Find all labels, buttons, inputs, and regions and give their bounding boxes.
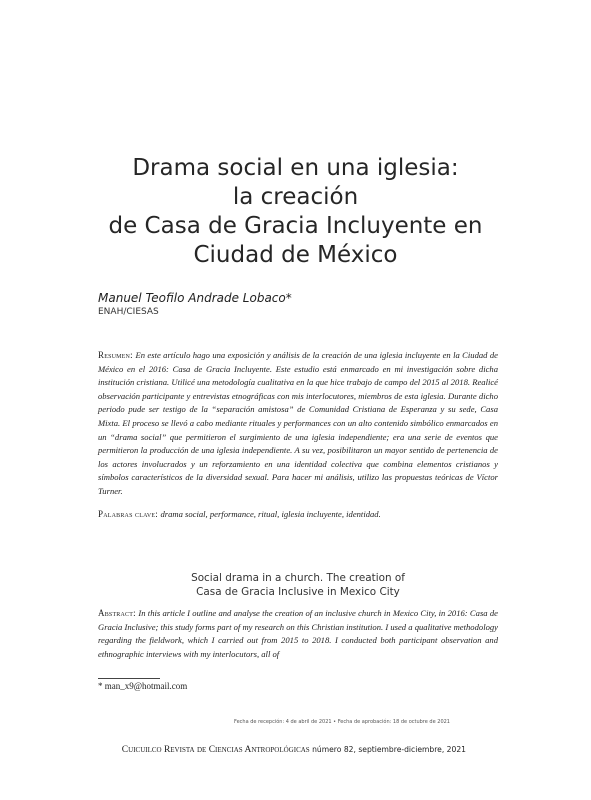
abstract-text: In this article I outline and analyse the creation of an inclusive church in Mexico City, in 2016: Casa de Gracia Inclusive; this study forms part of my research on this Christian institution. I used a qualitative methodology regarding the fieldwork, which I carried out from 2015 to 2018. I conducted both participant observation and ethnographic interviews with my interlocutors, all of: [98, 608, 498, 659]
title-line: Drama social en una iglesia:: [132, 155, 459, 181]
abstract-block: [98, 607, 498, 661]
footnote-email: * man_x9@hotmail.com: [98, 681, 188, 691]
author-name: Manuel Teofilo Andrade Lobaco*: [98, 291, 292, 305]
submission-dates: Fecha de recepción: 4 de abril de 2021 • Fecha de aprobación: 18 de octubre de 2021: [233, 719, 450, 725]
journal-issue: número 82, septiembre-diciembre, 2021: [309, 745, 466, 754]
title-line: de Casa de Gracia Incluyente en: [108, 213, 483, 239]
keywords-text: drama social, performance, ritual, iglesia incluyente, identidad.: [160, 508, 381, 519]
keywords-block: [98, 508, 498, 522]
resumen-block: [98, 349, 498, 521]
english-title-line: Casa de Gracia Inclusive in Mexico City: [196, 586, 400, 598]
keywords-label: Palabras clave:: [98, 508, 161, 519]
footnote-divider: [98, 678, 160, 679]
author-affiliation: ENAH/CIESAS: [98, 307, 159, 317]
title-line: Ciudad de México: [193, 242, 398, 268]
resumen-label: Resumen:: [98, 350, 136, 360]
resumen-text: En este artículo hago una exposición y análisis de la creación de una iglesia incluyente en la Ciudad de México en el 2016: Casa de Gracia Incluyente. Este estudio está enmarcado en mi investigación sobre dicha institución cristiana. Utilicé una metodología cualitativa en la que hice trabajo de campo del 2015 al 2018. Realicé observación participante y entrevistas etnográficas con mis interlocutores, miembros de esta iglesia. Durante dicho periodo pude ser testigo de la “separación amistosa” de Comunidad Cristiana de Esperanza y su sede, Casa Mixta. El proceso se llevó a cabo mediante rituales y performances con un alto contenido simbólico enmarcados en un “drama social” que permitieron el surgimiento de una iglesia independiente; era una serie de eventos que permitieron la producción de una iglesia independiente. A su vez, posibilitaron un mayor sentido de pertenencia de los actores involucrados y un reforzamiento en una identidad colectiva que combina elementos cristianos y símbolos característicos de la diversidad sexual. Para hacer mi análisis, utilizo las propuestas teóricas de Víctor Turner.: [98, 350, 498, 496]
abstract-label: Abstract:: [98, 608, 139, 618]
journal-footer: [98, 744, 466, 755]
article-title: [60, 154, 531, 270]
journal-name: Cuicuilco Revista de Ciencias Antropológicas: [121, 745, 310, 755]
english-title-line: Social drama in a church. The creation of: [191, 572, 405, 584]
title-line: la creación: [232, 184, 359, 210]
english-title: [98, 571, 498, 599]
